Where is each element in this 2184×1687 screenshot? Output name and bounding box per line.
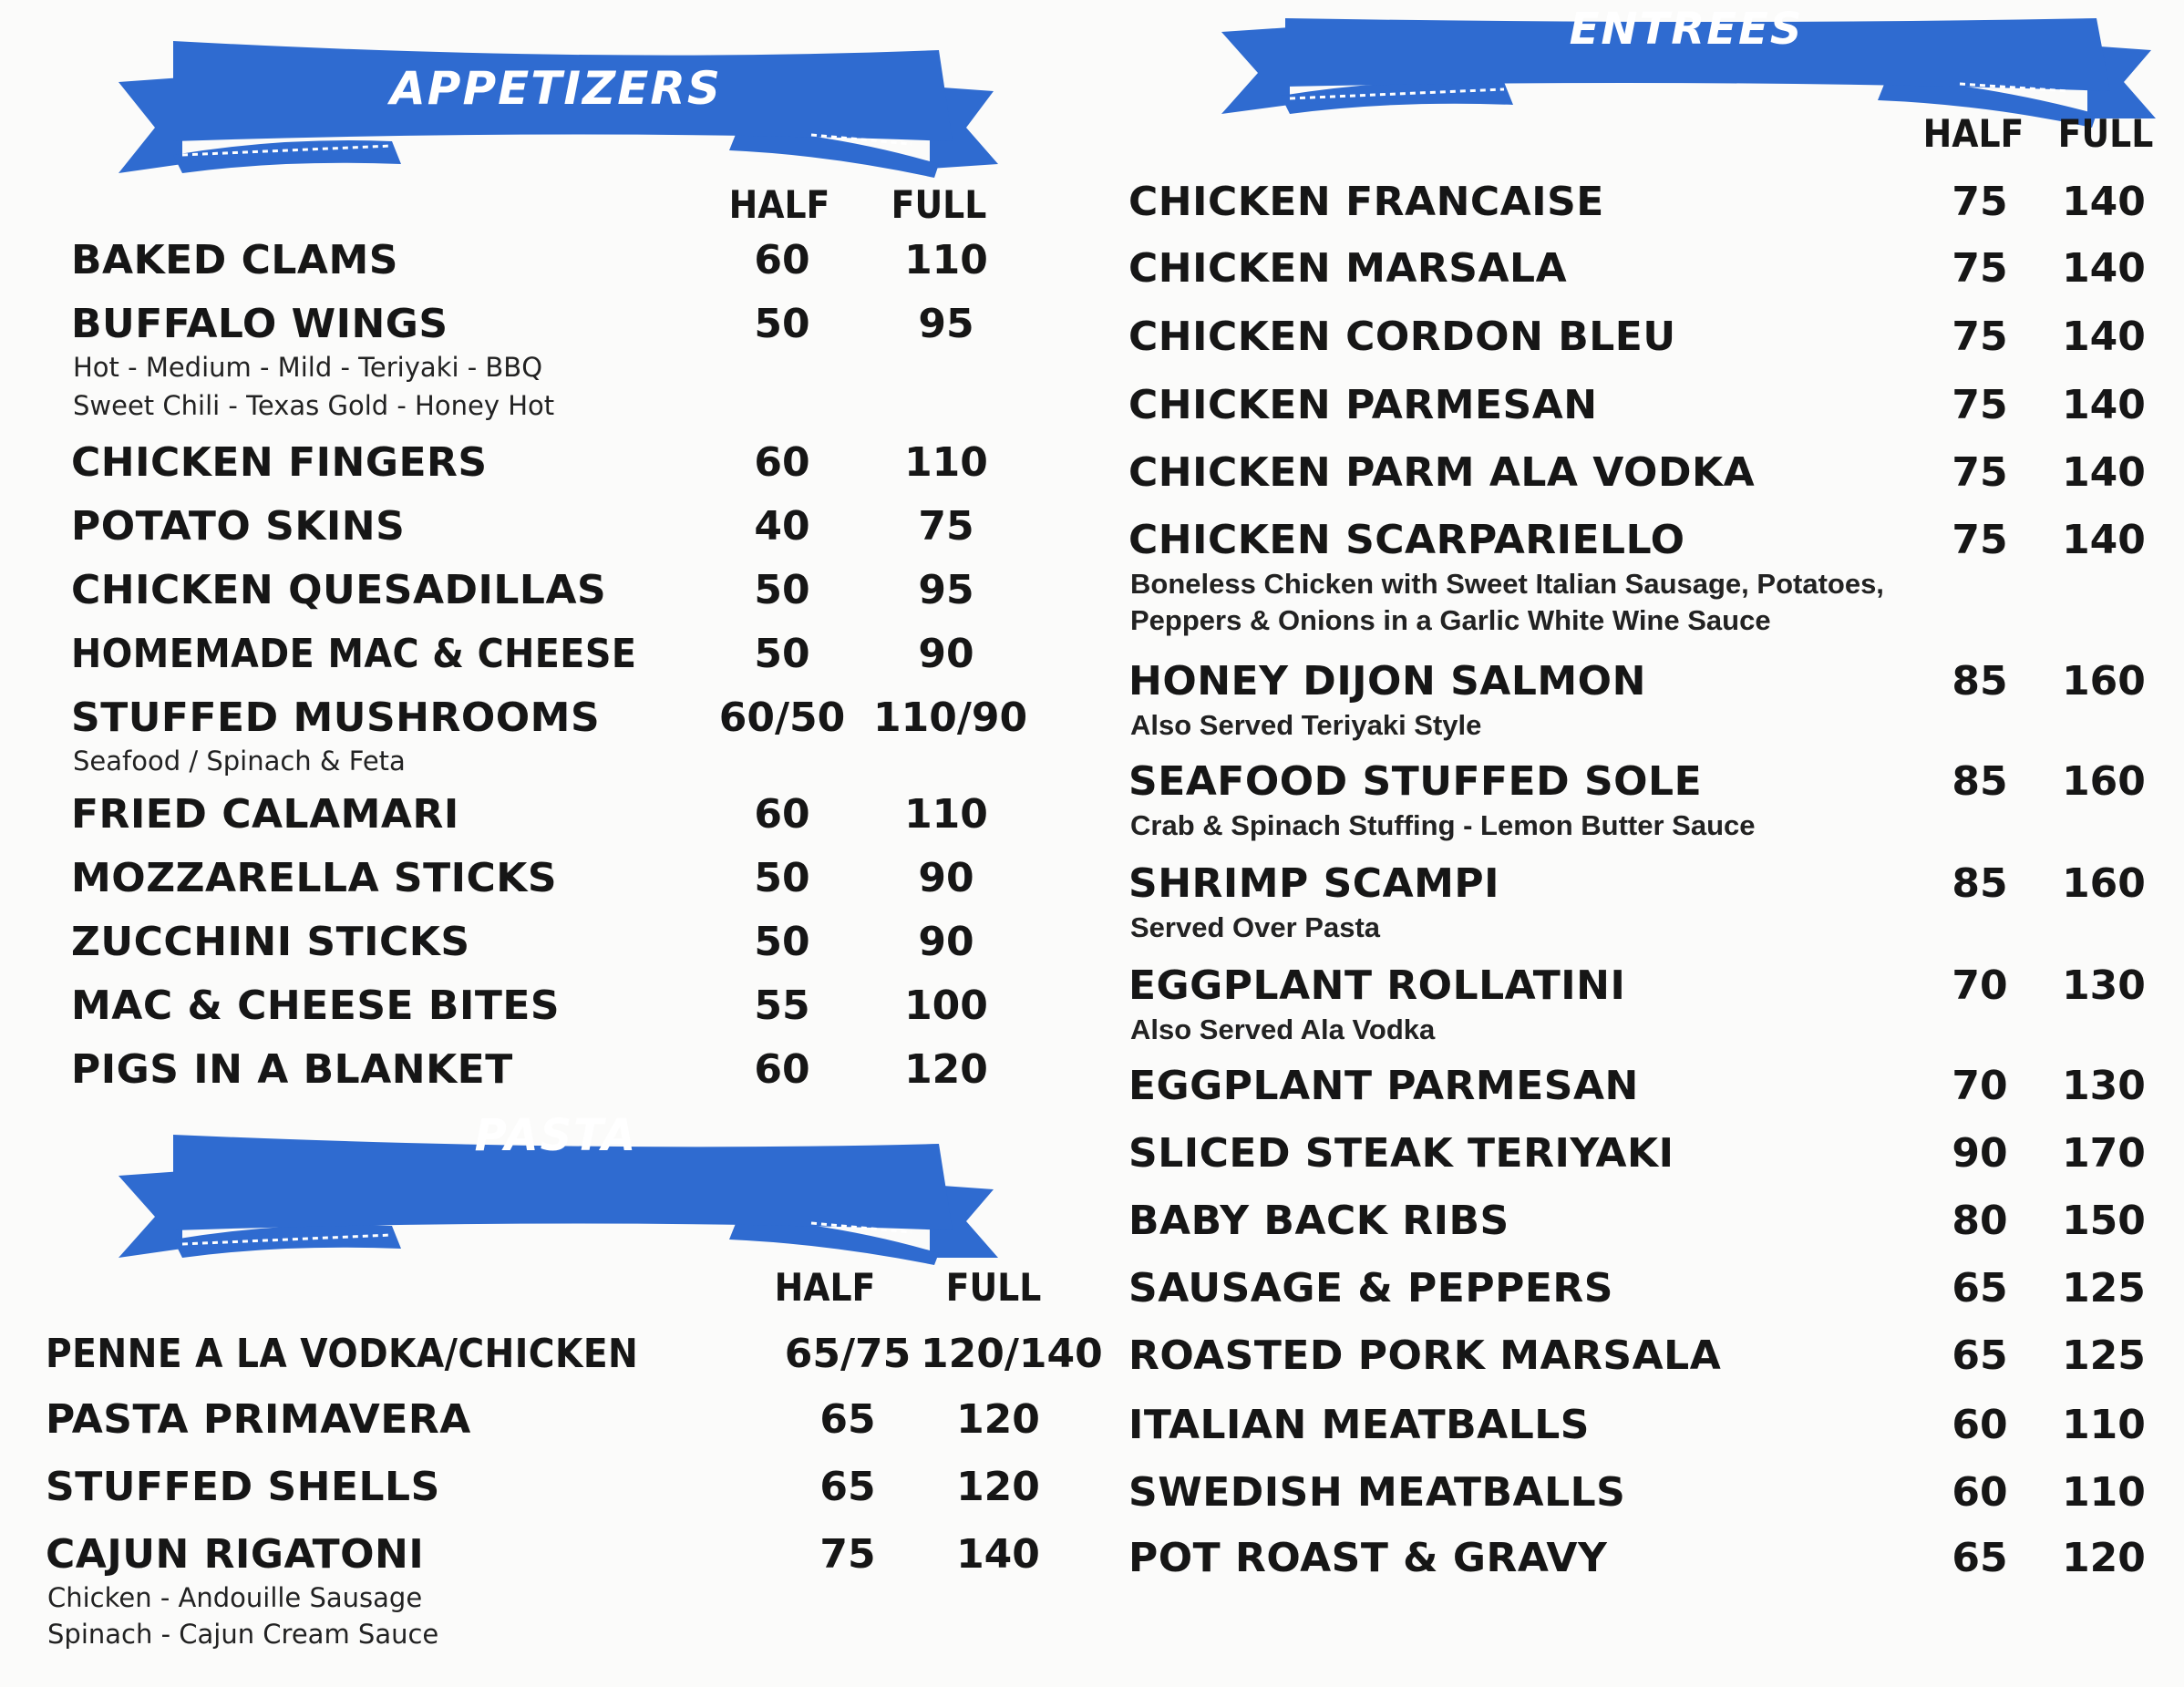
menu-item-half-price: 65 xyxy=(1952,1265,2008,1312)
menu-item-half-price: 70 xyxy=(1952,1063,2008,1109)
menu-item-name: SEAFOOD STUFFED SOLE xyxy=(1128,758,1703,805)
menu-item-name: HONEY DIJON SALMON xyxy=(1128,658,1646,705)
menu-item-half-price: 60 xyxy=(1952,1402,2008,1448)
menu-item xyxy=(1128,1265,2177,1329)
menu-item-half-price: 50 xyxy=(754,301,810,347)
menu-item-full-price: 95 xyxy=(918,567,974,613)
menu-item-half-price: 90 xyxy=(1952,1130,2008,1177)
menu-item-name: PASTA PRIMAVERA xyxy=(46,1396,471,1443)
menu-item-half-price: 50 xyxy=(754,567,810,613)
menu-item-name: SWEDISH MEATBALLS xyxy=(1128,1469,1626,1516)
menu-item-full-price: 90 xyxy=(918,855,974,901)
menu-item-name: CAJUN RIGATONI xyxy=(46,1531,425,1578)
menu-item-half-price: 60 xyxy=(754,791,810,838)
menu-item xyxy=(1128,1469,2177,1533)
menu-item-description: Spinach - Cajun Cream Sauce xyxy=(47,1619,439,1650)
menu-item-description: Also Served Teriyaki Style xyxy=(1130,709,1482,741)
menu-item-name: CHICKEN SCARPARIELLO xyxy=(1128,517,1685,563)
menu-item-half-price: 50 xyxy=(754,631,810,677)
menu-item-full-price: 110 xyxy=(2062,1402,2146,1448)
menu-item xyxy=(71,855,1019,919)
menu-item-description: Peppers & Onions in a Garlic White Wine Sauce xyxy=(1130,604,1771,636)
menu-item xyxy=(46,1531,1085,1650)
appetizers-section xyxy=(0,0,1057,1121)
menu-item-half-price: 75 xyxy=(1952,314,2008,360)
menu-item xyxy=(1128,1402,2177,1466)
menu-item xyxy=(71,791,1019,855)
menu-item-name: BAKED CLAMS xyxy=(71,237,398,283)
menu-item xyxy=(1128,1063,2177,1126)
menu-item-full-price: 160 xyxy=(2062,860,2146,907)
menu-item-half-price: 60 xyxy=(1952,1469,2008,1516)
menu-item-full-price: 90 xyxy=(918,919,974,965)
menu-item-full-price: 120 xyxy=(956,1464,1040,1510)
menu-item-half-price: 60 xyxy=(754,1046,810,1093)
menu-item-full-price: 125 xyxy=(2062,1332,2146,1379)
menu-item-name: ROASTED PORK MARSALA xyxy=(1128,1332,1722,1379)
pasta-banner xyxy=(100,1112,1012,1267)
menu-item xyxy=(71,1046,1019,1110)
menu-item-half-price: 85 xyxy=(1952,758,2008,805)
entrees-title: ENTREES xyxy=(1569,4,1804,55)
menu-item-name: CHICKEN PARM ALA VODKA xyxy=(1128,449,1756,496)
menu-item-description: Seafood / Spinach & Feta xyxy=(73,746,406,777)
appetizers-half-header: HALF xyxy=(728,182,830,227)
menu-item-full-price: 120 xyxy=(904,1046,988,1093)
menu-item-full-price: 110 xyxy=(904,791,988,838)
menu-item-name: CHICKEN CORDON BLEU xyxy=(1128,314,1676,360)
menu-item-name: BUFFALO WINGS xyxy=(71,301,448,347)
menu-item-full-price: 160 xyxy=(2062,658,2146,705)
menu-item-name: MOZZARELLA STICKS xyxy=(71,855,558,901)
menu-item-full-price: 130 xyxy=(2062,962,2146,1009)
menu-item xyxy=(46,1331,1103,1394)
menu-item xyxy=(71,237,1019,301)
menu-item xyxy=(71,439,1019,503)
menu-item-name: FRIED CALAMARI xyxy=(71,791,459,838)
menu-item-name: SLICED STEAK TERIYAKI xyxy=(1128,1130,1674,1177)
menu-item-half-price: 50 xyxy=(754,855,810,901)
menu-item-description: Hot - Medium - Mild - Teriyaki - BBQ xyxy=(73,352,543,383)
menu-item xyxy=(1128,314,2177,377)
menu-item-full-price: 140 xyxy=(2062,179,2146,225)
menu-item-full-price: 75 xyxy=(918,503,974,550)
menu-item-name: CHICKEN PARMESAN xyxy=(1128,382,1598,428)
menu-item-name: CHICKEN FRANCAISE xyxy=(1128,179,1604,225)
menu-item-half-price: 65/75 xyxy=(784,1331,912,1377)
menu-item-half-price: 85 xyxy=(1952,860,2008,907)
menu-item-full-price: 140 xyxy=(2062,449,2146,496)
entrees-half-header: HALF xyxy=(1922,111,2024,156)
menu-item-half-price: 65 xyxy=(819,1396,876,1443)
menu-item-full-price: 125 xyxy=(2062,1265,2146,1312)
menu-item-description: Crab & Spinach Stuffing - Lemon Butter Sauce xyxy=(1130,809,1756,841)
menu-item xyxy=(1128,860,2177,943)
menu-item-full-price: 100 xyxy=(904,982,988,1029)
menu-item xyxy=(46,1464,1085,1528)
appetizers-title: APPETIZERS xyxy=(390,62,722,115)
menu-item-full-price: 120 xyxy=(956,1396,1040,1443)
menu-item-half-price: 55 xyxy=(754,982,810,1029)
menu-item-name: STUFFED SHELLS xyxy=(46,1464,440,1510)
menu-item-name: POTATO SKINS xyxy=(71,503,406,550)
menu-item-name: STUFFED MUSHROOMS xyxy=(71,694,601,741)
menu-item xyxy=(71,694,1028,777)
pasta-section xyxy=(0,1110,1103,1677)
menu-item-full-price: 150 xyxy=(2062,1198,2146,1244)
menu-item-name: CHICKEN QUESADILLAS xyxy=(71,567,607,613)
menu-item-full-price: 120/140 xyxy=(921,1331,1103,1377)
menu-item xyxy=(71,919,1019,982)
menu-item xyxy=(71,982,1019,1046)
menu-item-full-price: 110 xyxy=(904,439,988,486)
menu-item-name: MAC & CHEESE BITES xyxy=(71,982,561,1029)
menu-item-half-price: 65 xyxy=(1952,1535,2008,1581)
menu-item-description: Chicken - Andouille Sausage xyxy=(47,1582,423,1613)
menu-item-description: Also Served Ala Vodka xyxy=(1130,1013,1436,1045)
menu-item-full-price: 140 xyxy=(2062,517,2146,563)
menu-item xyxy=(71,301,1019,421)
menu-item xyxy=(1128,517,2177,636)
menu-item xyxy=(1128,962,2177,1045)
menu-item-half-price: 60 xyxy=(754,237,810,283)
menu-item-name: EGGPLANT ROLLATINI xyxy=(1128,962,1626,1009)
menu-item-name: ZUCCHINI STICKS xyxy=(71,919,470,965)
menu-item-full-price: 140 xyxy=(2062,245,2146,292)
menu-item-full-price: 110 xyxy=(2062,1469,2146,1516)
menu-item-full-price: 140 xyxy=(956,1531,1040,1578)
menu-item-full-price: 90 xyxy=(918,631,974,677)
menu-item-name: ITALIAN MEATBALLS xyxy=(1128,1402,1590,1448)
menu-item xyxy=(1128,1535,2177,1599)
menu-item-half-price: 75 xyxy=(819,1531,876,1578)
menu-item-name: POT ROAST & GRAVY xyxy=(1128,1535,1608,1581)
menu-item-name: SHRIMP SCAMPI xyxy=(1128,860,1500,907)
menu-item-half-price: 75 xyxy=(1952,179,2008,225)
menu-item-description: Sweet Chili - Texas Gold - Honey Hot xyxy=(73,390,555,421)
menu-item-half-price: 60/50 xyxy=(718,694,846,741)
menu-item-half-price: 60 xyxy=(754,439,810,486)
pasta-title: PASTA xyxy=(474,1110,638,1161)
pasta-half-header: HALF xyxy=(774,1265,876,1310)
menu-item-half-price: 80 xyxy=(1952,1198,2008,1244)
appetizers-full-header: FULL xyxy=(891,182,987,227)
menu-item xyxy=(71,503,1019,567)
pasta-full-header: FULL xyxy=(945,1265,1042,1310)
menu-item-full-price: 110/90 xyxy=(873,694,1028,741)
menu-item-half-price: 65 xyxy=(819,1464,876,1510)
menu-item xyxy=(1128,179,2177,242)
menu-item xyxy=(1128,758,2177,841)
menu-item-full-price: 140 xyxy=(2062,382,2146,428)
menu-item xyxy=(1128,658,2177,741)
menu-item-half-price: 75 xyxy=(1952,449,2008,496)
menu-item xyxy=(71,631,1019,694)
menu-item-half-price: 65 xyxy=(1952,1332,2008,1379)
menu-item-half-price: 75 xyxy=(1952,245,2008,292)
menu-item xyxy=(46,1396,1085,1460)
menu-item xyxy=(1128,1198,2177,1261)
menu-item-name: SAUSAGE & PEPPERS xyxy=(1128,1265,1613,1312)
menu-item xyxy=(71,567,1019,631)
menu-item-full-price: 120 xyxy=(2062,1535,2146,1581)
menu-item-name: EGGPLANT PARMESAN xyxy=(1128,1063,1639,1109)
menu-item-half-price: 75 xyxy=(1952,382,2008,428)
menu-item xyxy=(1128,1130,2177,1194)
menu-item xyxy=(1128,449,2177,513)
entrees-full-header: FULL xyxy=(2057,111,2154,156)
menu-item-full-price: 140 xyxy=(2062,314,2146,360)
menu-item-full-price: 130 xyxy=(2062,1063,2146,1109)
menu-item-description: Boneless Chicken with Sweet Italian Sausage, Potatoes, xyxy=(1130,568,1884,600)
menu-item-full-price: 95 xyxy=(918,301,974,347)
menu-item-full-price: 160 xyxy=(2062,758,2146,805)
menu-item xyxy=(1128,1332,2177,1396)
appetizers-banner xyxy=(100,27,1012,182)
menu-item-description: Served Over Pasta xyxy=(1130,911,1381,943)
menu-item-half-price: 70 xyxy=(1952,962,2008,1009)
menu-item-name: PIGS IN A BLANKET xyxy=(71,1046,513,1093)
menu-item-full-price: 110 xyxy=(904,237,988,283)
menu-item-name: CHICKEN MARSALA xyxy=(1128,245,1568,292)
menu-item xyxy=(1128,382,2177,446)
menu-item xyxy=(1128,245,2177,309)
menu-item-full-price: 170 xyxy=(2062,1130,2146,1177)
entrees-section xyxy=(1094,0,2184,1687)
menu-item-name: BABY BACK RIBS xyxy=(1128,1198,1509,1244)
menu-item-half-price: 40 xyxy=(754,503,810,550)
menu-item-name: CHICKEN FINGERS xyxy=(71,439,488,486)
menu-item-half-price: 75 xyxy=(1952,517,2008,563)
menu-item-name: PENNE A LA VODKA/CHICKEN xyxy=(46,1331,639,1377)
menu-item-half-price: 85 xyxy=(1952,658,2008,705)
menu-item-name: HOMEMADE MAC & CHEESE xyxy=(71,631,637,677)
menu-item-half-price: 50 xyxy=(754,919,810,965)
